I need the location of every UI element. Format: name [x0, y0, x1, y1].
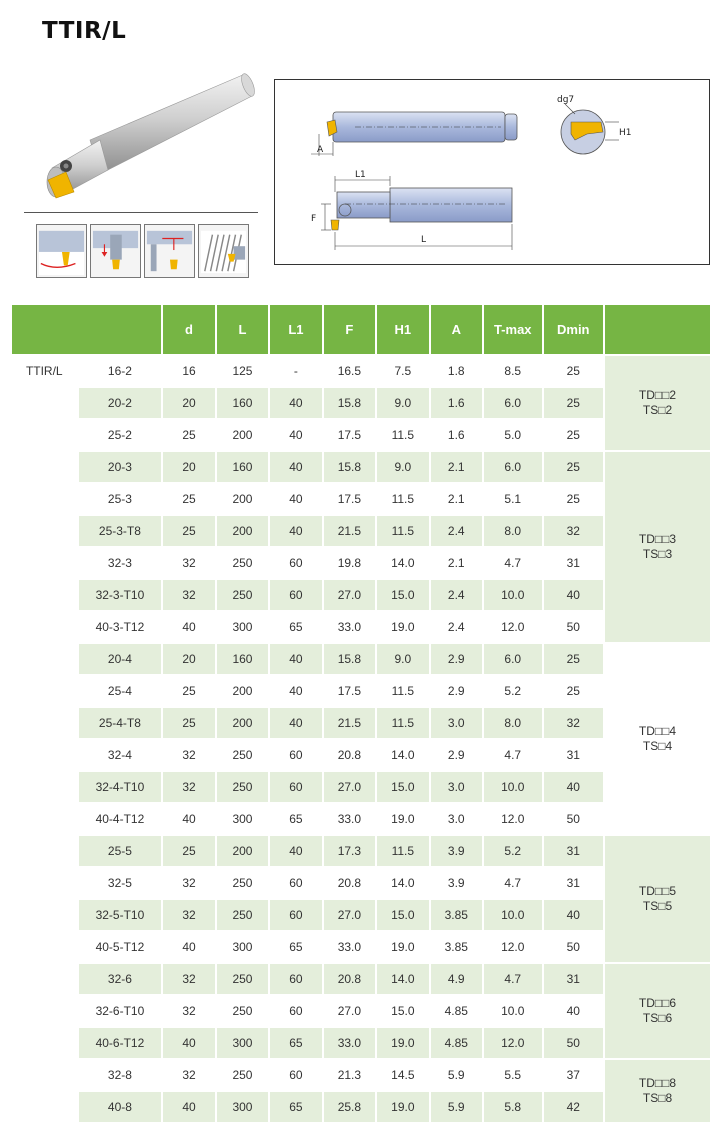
model-cell: 32-4-T10: [79, 772, 162, 802]
header-tmax: T-max: [484, 305, 542, 354]
type-cell: [12, 420, 77, 450]
table-row: [12, 644, 710, 674]
cell-d: 25: [163, 420, 214, 450]
insert-group-cell: [605, 1060, 710, 1122]
cell-d: 25: [163, 836, 214, 866]
cell-tmax: 10.0: [484, 772, 542, 802]
type-cell: [12, 804, 77, 834]
model-cell: 25-5: [79, 836, 162, 866]
cell-l: 250: [217, 580, 268, 610]
cell-l: 300: [217, 612, 268, 642]
type-cell: [12, 644, 77, 674]
cell-f: 17.5: [324, 420, 375, 450]
cell-d: 20: [163, 644, 214, 674]
cell-f: 16.5: [324, 356, 375, 386]
cell-dmin: 31: [544, 740, 604, 770]
model-cell: 32-8: [79, 1060, 162, 1090]
insert-ts-label: TS□6: [642, 1011, 673, 1025]
cell-l: 300: [217, 932, 268, 962]
type-cell: [12, 708, 77, 738]
insert-td-label: TD□□4: [638, 724, 677, 738]
cell-l1: 65: [270, 804, 321, 834]
cell-dmin: 25: [544, 452, 604, 482]
cell-d: 16: [163, 356, 214, 386]
insert-td-label: TD□□3: [638, 532, 677, 546]
cell-f: 21.5: [324, 708, 375, 738]
dim-f-label: F: [311, 214, 317, 224]
cell-l1: 40: [270, 484, 321, 514]
cell-h1: 11.5: [377, 484, 428, 514]
cell-tmax: 5.2: [484, 836, 542, 866]
cell-dmin: 25: [544, 644, 604, 674]
cell-f: 27.0: [324, 996, 375, 1026]
cell-f: 33.0: [324, 612, 375, 642]
cell-d: 32: [163, 996, 214, 1026]
cell-a: 3.0: [431, 708, 482, 738]
cell-tmax: 12.0: [484, 612, 542, 642]
insert-group-cell: [605, 356, 710, 450]
cell-l: 200: [217, 676, 268, 706]
insert-ts-label: TS□4: [642, 739, 673, 753]
cell-l1: 40: [270, 452, 321, 482]
cell-f: 20.8: [324, 964, 375, 994]
technical-drawing: [274, 79, 710, 265]
cell-tmax: 4.7: [484, 868, 542, 898]
model-cell: 32-3-T10: [79, 580, 162, 610]
cell-h1: 11.5: [377, 676, 428, 706]
cell-d: 32: [163, 740, 214, 770]
operation-icons: [36, 224, 250, 278]
type-cell: [12, 740, 77, 770]
cell-h1: 11.5: [377, 516, 428, 546]
cell-h1: 14.0: [377, 548, 428, 578]
cell-h1: 15.0: [377, 900, 428, 930]
table-row: [12, 836, 710, 866]
cell-h1: 15.0: [377, 580, 428, 610]
cell-l: 200: [217, 836, 268, 866]
type-cell: [12, 484, 77, 514]
cell-a: 2.4: [431, 580, 482, 610]
cell-d: 25: [163, 676, 214, 706]
cell-d: 32: [163, 548, 214, 578]
cell-h1: 9.0: [377, 388, 428, 418]
cell-l1: -: [270, 356, 321, 386]
cell-tmax: 8.5: [484, 356, 542, 386]
divider: [24, 212, 258, 213]
cell-dmin: 31: [544, 836, 604, 866]
cell-l1: 60: [270, 964, 321, 994]
cell-dmin: 25: [544, 676, 604, 706]
cell-l: 250: [217, 900, 268, 930]
type-cell: [12, 612, 77, 642]
cell-d: 20: [163, 388, 214, 418]
cell-l1: 40: [270, 836, 321, 866]
cell-dmin: 25: [544, 388, 604, 418]
cell-tmax: 12.0: [484, 1028, 542, 1058]
insert-group-cell: [605, 836, 710, 962]
cell-d: 32: [163, 1060, 214, 1090]
type-cell: [12, 548, 77, 578]
type-cell: [12, 676, 77, 706]
cell-dmin: 25: [544, 356, 604, 386]
tool-holder-photo: [30, 70, 260, 210]
cell-tmax: 4.7: [484, 964, 542, 994]
cell-l: 250: [217, 740, 268, 770]
cell-tmax: 5.0: [484, 420, 542, 450]
dim-h1-label: H1: [619, 128, 632, 138]
type-cell: [12, 1028, 77, 1058]
type-cell: [12, 868, 77, 898]
cell-tmax: 4.7: [484, 740, 542, 770]
cell-a: 1.6: [431, 420, 482, 450]
insert-group-cell: [605, 452, 710, 642]
cell-l: 250: [217, 868, 268, 898]
cell-tmax: 5.5: [484, 1060, 542, 1090]
cell-dmin: 50: [544, 804, 604, 834]
header-l1: L1: [270, 305, 321, 354]
model-cell: 20-2: [79, 388, 162, 418]
cell-a: 2.9: [431, 644, 482, 674]
cell-l1: 40: [270, 708, 321, 738]
cell-dmin: 31: [544, 548, 604, 578]
cell-a: 5.9: [431, 1060, 482, 1090]
cell-h1: 14.0: [377, 740, 428, 770]
cell-a: 1.6: [431, 388, 482, 418]
cell-d: 25: [163, 516, 214, 546]
table-header-row: [12, 305, 710, 354]
header-l: L: [217, 305, 268, 354]
cell-tmax: 12.0: [484, 804, 542, 834]
cell-tmax: 6.0: [484, 644, 542, 674]
cell-dmin: 25: [544, 484, 604, 514]
model-cell: 32-6-T10: [79, 996, 162, 1026]
cell-d: 40: [163, 1028, 214, 1058]
cell-a: 1.8: [431, 356, 482, 386]
cell-f: 27.0: [324, 900, 375, 930]
cell-dmin: 40: [544, 900, 604, 930]
cell-a: 5.9: [431, 1092, 482, 1122]
cell-h1: 9.0: [377, 644, 428, 674]
header-dmin: Dmin: [544, 305, 604, 354]
cell-f: 33.0: [324, 804, 375, 834]
cell-d: 40: [163, 1092, 214, 1122]
cell-a: 3.9: [431, 836, 482, 866]
cell-d: 40: [163, 932, 214, 962]
cell-a: 2.1: [431, 484, 482, 514]
type-cell: [12, 1060, 77, 1090]
cell-l1: 65: [270, 932, 321, 962]
cell-a: 3.9: [431, 868, 482, 898]
dim-a-label: A: [317, 145, 324, 155]
insert-ts-label: TS□3: [642, 547, 673, 561]
type-cell: [12, 1092, 77, 1122]
table-row: [12, 964, 710, 994]
cell-l1: 60: [270, 868, 321, 898]
type-cell: [12, 900, 77, 930]
cell-l: 250: [217, 996, 268, 1026]
plunge-grooving-icon: [90, 224, 141, 278]
model-cell: 25-4: [79, 676, 162, 706]
model-cell: 16-2: [79, 356, 162, 386]
page-title: TTIR/L: [42, 18, 127, 44]
insert-ts-label: TS□2: [642, 403, 673, 417]
table-body: [12, 356, 710, 1122]
cell-l1: 65: [270, 612, 321, 642]
insert-group-cell: [605, 964, 710, 1058]
cell-l1: 60: [270, 740, 321, 770]
cell-h1: 11.5: [377, 708, 428, 738]
cell-tmax: 10.0: [484, 996, 542, 1026]
model-cell: 40-8: [79, 1092, 162, 1122]
dim-l-label: L: [421, 235, 427, 245]
cell-h1: 11.5: [377, 836, 428, 866]
cell-l1: 40: [270, 676, 321, 706]
cell-h1: 14.0: [377, 868, 428, 898]
cell-h1: 19.0: [377, 932, 428, 962]
cell-a: 2.4: [431, 612, 482, 642]
cell-l: 250: [217, 548, 268, 578]
dim-dg7-label: dg7: [557, 95, 575, 105]
cell-l1: 40: [270, 420, 321, 450]
cell-dmin: 50: [544, 932, 604, 962]
cell-h1: 15.0: [377, 996, 428, 1026]
type-cell: [12, 932, 77, 962]
cell-d: 40: [163, 804, 214, 834]
cell-d: 25: [163, 708, 214, 738]
turning-icon: [144, 224, 195, 278]
cell-a: 3.85: [431, 932, 482, 962]
header-a: A: [431, 305, 482, 354]
cell-f: 20.8: [324, 868, 375, 898]
cell-tmax: 10.0: [484, 580, 542, 610]
cell-l: 125: [217, 356, 268, 386]
cell-dmin: 40: [544, 772, 604, 802]
cell-f: 17.3: [324, 836, 375, 866]
cell-l: 200: [217, 420, 268, 450]
cell-h1: 19.0: [377, 804, 428, 834]
model-cell: 32-6: [79, 964, 162, 994]
cell-l: 300: [217, 1092, 268, 1122]
model-cell: 40-6-T12: [79, 1028, 162, 1058]
cell-l1: 60: [270, 580, 321, 610]
type-cell: [12, 964, 77, 994]
cell-f: 15.8: [324, 452, 375, 482]
cell-tmax: 6.0: [484, 452, 542, 482]
cell-f: 17.5: [324, 676, 375, 706]
cell-f: 25.8: [324, 1092, 375, 1122]
model-cell: 25-4-T8: [79, 708, 162, 738]
cell-l1: 60: [270, 900, 321, 930]
cell-tmax: 12.0: [484, 932, 542, 962]
cell-f: 27.0: [324, 580, 375, 610]
cell-d: 32: [163, 580, 214, 610]
cell-d: 32: [163, 964, 214, 994]
cell-f: 15.8: [324, 644, 375, 674]
cell-h1: 11.5: [377, 420, 428, 450]
cell-h1: 19.0: [377, 1028, 428, 1058]
table-row: [12, 356, 710, 386]
cell-l: 160: [217, 388, 268, 418]
insert-td-label: TD□□6: [638, 996, 677, 1010]
cell-h1: 19.0: [377, 1092, 428, 1122]
cell-l1: 60: [270, 1060, 321, 1090]
cell-d: 32: [163, 868, 214, 898]
model-cell: 32-4: [79, 740, 162, 770]
cell-tmax: 5.8: [484, 1092, 542, 1122]
cell-dmin: 40: [544, 580, 604, 610]
cell-dmin: 25: [544, 420, 604, 450]
cell-h1: 9.0: [377, 452, 428, 482]
cell-l1: 60: [270, 548, 321, 578]
header-d: d: [163, 305, 214, 354]
type-cell: [12, 452, 77, 482]
cell-f: 33.0: [324, 932, 375, 962]
cell-l: 200: [217, 516, 268, 546]
model-cell: 32-3: [79, 548, 162, 578]
cell-a: 3.0: [431, 804, 482, 834]
cell-f: 27.0: [324, 772, 375, 802]
cell-tmax: 6.0: [484, 388, 542, 418]
cell-dmin: 37: [544, 1060, 604, 1090]
cell-f: 21.5: [324, 516, 375, 546]
cell-a: 2.9: [431, 676, 482, 706]
type-cell: [12, 388, 77, 418]
cell-a: 3.0: [431, 772, 482, 802]
model-cell: 25-2: [79, 420, 162, 450]
cell-h1: 14.5: [377, 1060, 428, 1090]
cell-a: 3.85: [431, 900, 482, 930]
insert-ts-label: TS□8: [642, 1091, 673, 1105]
model-cell: 32-5-T10: [79, 900, 162, 930]
cell-tmax: 4.7: [484, 548, 542, 578]
model-cell: 25-3: [79, 484, 162, 514]
cell-dmin: 32: [544, 516, 604, 546]
cell-l1: 40: [270, 644, 321, 674]
type-cell: [12, 516, 77, 546]
cell-l1: 40: [270, 388, 321, 418]
type-cell: [12, 772, 77, 802]
spec-table: [10, 303, 712, 1124]
cell-dmin: 42: [544, 1092, 604, 1122]
cell-h1: 19.0: [377, 612, 428, 642]
cell-f: 21.3: [324, 1060, 375, 1090]
face-grooving-icon: [36, 224, 87, 278]
cell-d: 32: [163, 900, 214, 930]
model-cell: 20-3: [79, 452, 162, 482]
cell-h1: 15.0: [377, 772, 428, 802]
cell-f: 33.0: [324, 1028, 375, 1058]
model-cell: 40-5-T12: [79, 932, 162, 962]
cell-d: 20: [163, 452, 214, 482]
cell-d: 32: [163, 772, 214, 802]
cell-f: 19.8: [324, 548, 375, 578]
cell-l: 250: [217, 772, 268, 802]
cell-a: 2.1: [431, 452, 482, 482]
header-h1: H1: [377, 305, 428, 354]
header-f: F: [324, 305, 375, 354]
model-cell: 20-4: [79, 644, 162, 674]
cell-a: 4.9: [431, 964, 482, 994]
cell-tmax: 5.2: [484, 676, 542, 706]
threading-icon: [198, 224, 249, 278]
cell-a: 4.85: [431, 996, 482, 1026]
cell-dmin: 31: [544, 868, 604, 898]
cell-l: 200: [217, 484, 268, 514]
type-cell: [12, 996, 77, 1026]
model-cell: 40-4-T12: [79, 804, 162, 834]
insert-td-label: TD□□8: [638, 1076, 677, 1090]
insert-group-cell: [605, 644, 710, 834]
cell-l: 250: [217, 964, 268, 994]
insert-ts-label: TS□5: [642, 899, 673, 913]
dimension-drawing: [275, 80, 711, 266]
cell-d: 25: [163, 484, 214, 514]
cell-h1: 7.5: [377, 356, 428, 386]
cell-l1: 60: [270, 772, 321, 802]
type-cell: [12, 580, 77, 610]
type-cell: TTIR/L: [12, 356, 77, 386]
type-cell: [12, 836, 77, 866]
cell-d: 40: [163, 612, 214, 642]
header-insert: [605, 305, 710, 354]
insert-td-label: TD□□2: [638, 388, 677, 402]
cell-l: 300: [217, 804, 268, 834]
cell-a: 2.9: [431, 740, 482, 770]
table-row: [12, 1060, 710, 1090]
cell-l: 160: [217, 644, 268, 674]
model-cell: 32-5: [79, 868, 162, 898]
cell-tmax: 8.0: [484, 708, 542, 738]
cell-l: 160: [217, 452, 268, 482]
model-cell: 25-3-T8: [79, 516, 162, 546]
cell-dmin: 50: [544, 1028, 604, 1058]
cell-tmax: 10.0: [484, 900, 542, 930]
cell-l1: 65: [270, 1028, 321, 1058]
cell-l: 200: [217, 708, 268, 738]
model-cell: 40-3-T12: [79, 612, 162, 642]
cell-dmin: 31: [544, 964, 604, 994]
cell-tmax: 8.0: [484, 516, 542, 546]
cell-l1: 60: [270, 996, 321, 1026]
cell-l: 250: [217, 1060, 268, 1090]
cell-f: 15.8: [324, 388, 375, 418]
table-row: [12, 452, 710, 482]
cell-l1: 40: [270, 516, 321, 546]
cell-f: 17.5: [324, 484, 375, 514]
cell-l1: 65: [270, 1092, 321, 1122]
cell-h1: 14.0: [377, 964, 428, 994]
cell-a: 2.1: [431, 548, 482, 578]
cell-dmin: 32: [544, 708, 604, 738]
cell-l: 300: [217, 1028, 268, 1058]
cell-a: 2.4: [431, 516, 482, 546]
insert-td-label: TD□□5: [638, 884, 677, 898]
cell-f: 20.8: [324, 740, 375, 770]
cell-dmin: 50: [544, 612, 604, 642]
dim-l1-label: L1: [355, 170, 366, 180]
cell-dmin: 40: [544, 996, 604, 1026]
header-type: [12, 305, 161, 354]
cell-tmax: 5.1: [484, 484, 542, 514]
cell-a: 4.85: [431, 1028, 482, 1058]
